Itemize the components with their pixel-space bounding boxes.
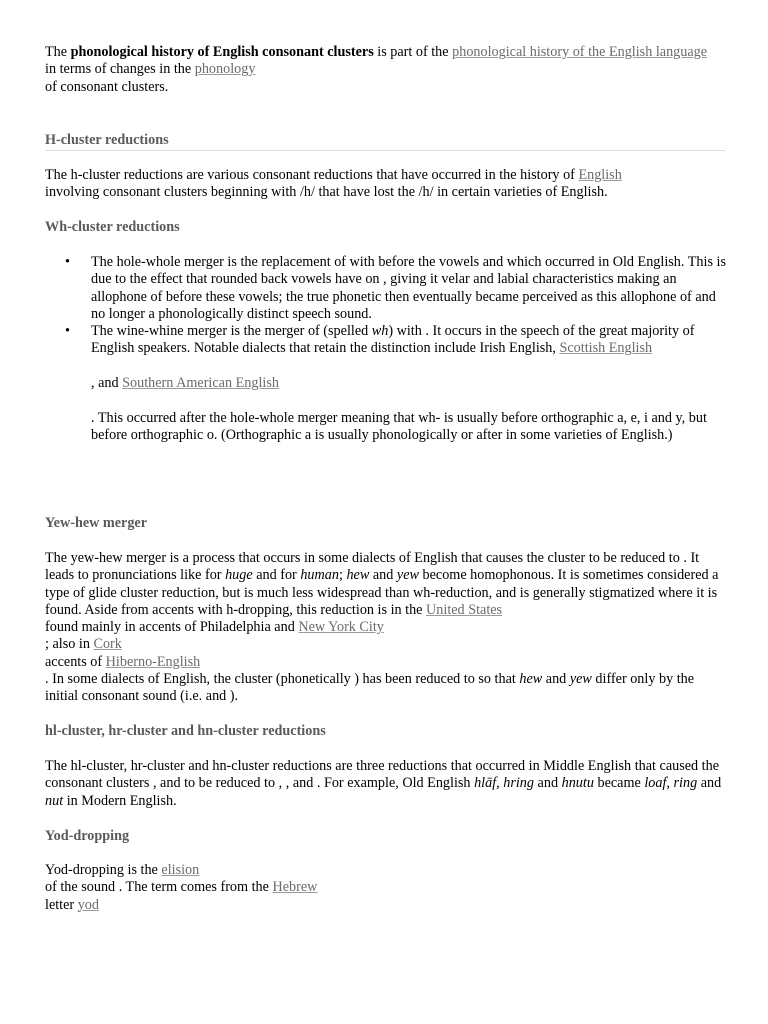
text: become homophonous. It is sometimes considered a type of glide cluster reduction, but is much less widespread than wh-reduction, and is generally stigmatized where it is found. Aside from accents with h-dropping, this reduction is in the: [45, 567, 719, 618]
text: accents of: [45, 653, 106, 670]
text: and for: [252, 567, 301, 584]
yod-paragraph: [45, 862, 727, 914]
text: The yew-hew merger is a process that occurs in some dialects of English that causes the cluster to be reduced to . It leads to pronunciations like for: [45, 550, 700, 584]
text: Yod-dropping is the: [45, 862, 162, 878]
italic-term: yew: [396, 567, 419, 584]
italic-term: hlāf, hring: [474, 775, 534, 792]
link-cork[interactable]: Cork: [93, 636, 122, 653]
bullet-marker: •: [65, 323, 70, 340]
italic-term: nut: [45, 792, 64, 809]
link-new-york-city[interactable]: New York City: [298, 619, 384, 636]
h-cluster-paragraph: [45, 167, 727, 202]
text: The hl-cluster, hr-cluster and hn-cluster reductions are three reductions that occurred in Middle English that caused the consonant clusters , and to be reduced to , , and . For example, Old English: [45, 758, 719, 792]
italic-term: hnutu: [561, 775, 594, 792]
italic-term: huge: [225, 567, 253, 584]
hl-cluster-paragraph: [45, 758, 727, 810]
italic-term: wh: [371, 323, 389, 340]
link-southern-american-english[interactable]: Southern American English: [122, 375, 279, 392]
link-scottish-english[interactable]: Scottish English: [559, 340, 653, 357]
link-phonology[interactable]: phonology: [194, 61, 256, 78]
intro-paragraph: [45, 44, 727, 96]
text: ;: [338, 567, 347, 584]
heading-wh-cluster: Wh-cluster reductions: [45, 219, 180, 235]
italic-term: yew: [569, 671, 592, 688]
text: is part of the: [373, 44, 453, 60]
heading-yew-hew: Yew-hew merger: [45, 515, 148, 531]
heading-divider: [45, 150, 725, 151]
text: differ only by the initial consonant sound (i.e. and ).: [45, 671, 695, 705]
text: letter: [45, 896, 78, 913]
text: and: [542, 671, 570, 688]
bullet-marker: •: [65, 254, 70, 270]
text: ; also in: [45, 636, 94, 653]
text: . This occurred after the hole-whole merger meaning that wh- is usually before orthographic a, e, i and y, but before orthographic o. (Orthographic a is usually phonologically or after in some varieties of English.): [91, 409, 707, 443]
link-elision[interactable]: elision: [161, 862, 200, 878]
heading-hl-cluster: hl-cluster, hr-cluster and hn-cluster reductions: [45, 723, 326, 739]
italic-term: hew: [346, 567, 370, 584]
heading-yod-dropping: Yod-dropping: [45, 828, 130, 844]
text: of consonant clusters.: [45, 78, 169, 95]
text: . In some dialects of English, the cluster (phonetically ) has been reduced to so that: [45, 671, 520, 688]
text: and: [534, 775, 562, 792]
text: of the sound . The term comes from the: [45, 879, 273, 896]
italic-term: human: [300, 567, 339, 584]
text: found mainly in accents of Philadelphia and: [45, 619, 299, 636]
link-hiberno-english[interactable]: Hiberno-English: [105, 653, 201, 670]
text: , and: [91, 375, 123, 392]
text: The wine-whine merger is the merger of (spelled: [91, 323, 372, 340]
link-hebrew[interactable]: Hebrew: [272, 879, 318, 896]
text: ) with . It occurs in the speech of the great majority of English speakers. Notable dialects that retain the distinction include Irish English,: [91, 323, 695, 357]
italic-term: loaf, ring: [644, 775, 698, 792]
text: and: [697, 775, 722, 792]
text: became: [593, 775, 645, 792]
list-item: [45, 254, 727, 323]
text: The hole-whole merger is the replacement of with before the vowels and which occurred in Old English. This is due to the effect that rounded back vowels have on , giving it velar and labial characteristics making an allophone of before these vowels; the true phonetic then eventually became perceived as this allophone of and no longer a phonologically distinct speech sound.: [91, 254, 726, 322]
text: and: [369, 567, 397, 584]
link-phonological-history[interactable]: phonological history of the English language: [452, 44, 708, 60]
yew-hew-paragraph: [45, 550, 727, 706]
text: involving consonant clusters beginning with /h/ that have lost the /h/ in certain varieties of English.: [45, 184, 608, 201]
text: in terms of changes in the: [45, 61, 195, 78]
link-english[interactable]: English: [578, 167, 622, 183]
link-yod[interactable]: yod: [77, 896, 99, 913]
text: in Modern English.: [63, 792, 177, 809]
list-item: [45, 323, 727, 444]
text: The: [45, 44, 71, 60]
text: The h-cluster reductions are various consonant reductions that have occurred in the history of: [45, 167, 579, 183]
wh-cluster-list: [45, 254, 727, 444]
bold-title: phonological history of English consonant clusters: [70, 44, 374, 60]
link-united-states[interactable]: United States: [426, 601, 503, 618]
heading-h-cluster: H-cluster reductions: [45, 132, 169, 148]
italic-term: hew: [519, 671, 543, 688]
